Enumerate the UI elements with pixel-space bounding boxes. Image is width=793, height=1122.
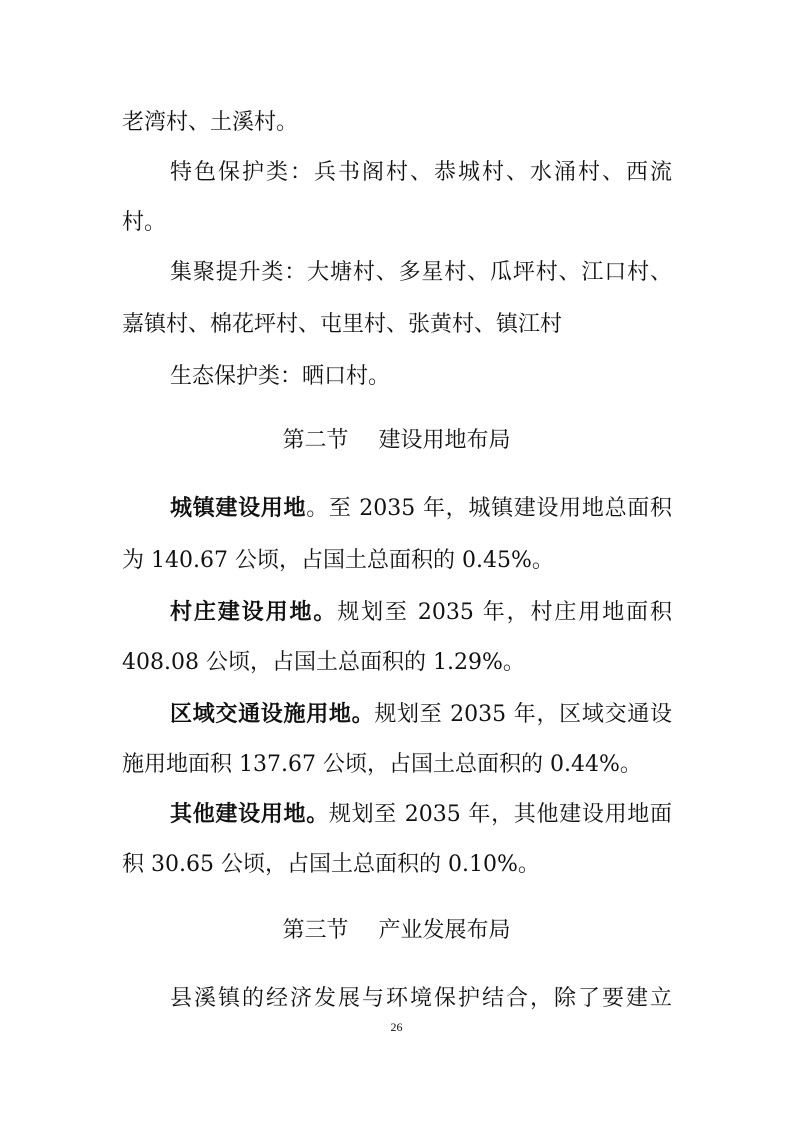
section-heading [0, 426, 793, 456]
paragraph-label: 城镇建设用地 [170, 496, 307, 521]
text-line: 特色保护类：兵书阁村、恭城村、水涌村、西流 [170, 160, 672, 185]
text-line: 村。 [122, 210, 167, 235]
section-title: 建设用地布局 [378, 428, 511, 453]
paragraph-label: 其他建设用地。 [170, 802, 329, 827]
paragraph-line [170, 494, 672, 524]
text-line: 老湾村、土溪村。 [122, 110, 299, 135]
paragraph-text: 规划至 2035 年，其他建设用地面 [328, 802, 672, 827]
paragraph-text: 规划至 2035 年，区域交通设 [374, 702, 672, 727]
text-line: 县溪镇的经济发展与环境保护结合，除了要建立 [170, 986, 672, 1011]
paragraph-line [170, 700, 672, 730]
section-number: 第三节 [282, 918, 349, 943]
section-number: 第二节 [282, 428, 349, 453]
paragraph-line [170, 598, 672, 628]
paragraph-line: 施用地面积 137.67 公顷，占国土总面积的 0.44%。 [122, 752, 642, 777]
paragraph-text: 。至 2035 年，城镇建设用地总面积 [306, 496, 672, 521]
paragraph-line: 为 140.67 公顷，占国土总面积的 0.45%。 [122, 548, 554, 573]
text-line: 集聚提升类：大塘村、多星村、瓜坪村、江口村、 [170, 260, 672, 285]
section-heading [0, 916, 793, 946]
paragraph-line: 积 30.65 公顷，占国土总面积的 0.10%。 [122, 852, 540, 877]
paragraph-label: 区域交通设施用地。 [170, 702, 375, 727]
text-line: 嘉镇村、棉花坪村、屯里村、张黄村、镇江村 [122, 312, 563, 337]
paragraph-text: 规划至 2035 年，村庄用地面积 [337, 600, 672, 625]
text-line: 生态保护类：晒口村。 [170, 364, 391, 389]
paragraph-line [170, 800, 672, 830]
page-number: 26 [390, 1020, 403, 1034]
paragraph-line: 408.08 公顷，占国土总面积的 1.29%。 [122, 650, 525, 675]
section-title: 产业发展布局 [378, 918, 511, 943]
paragraph-label: 村庄建设用地。 [170, 600, 338, 625]
